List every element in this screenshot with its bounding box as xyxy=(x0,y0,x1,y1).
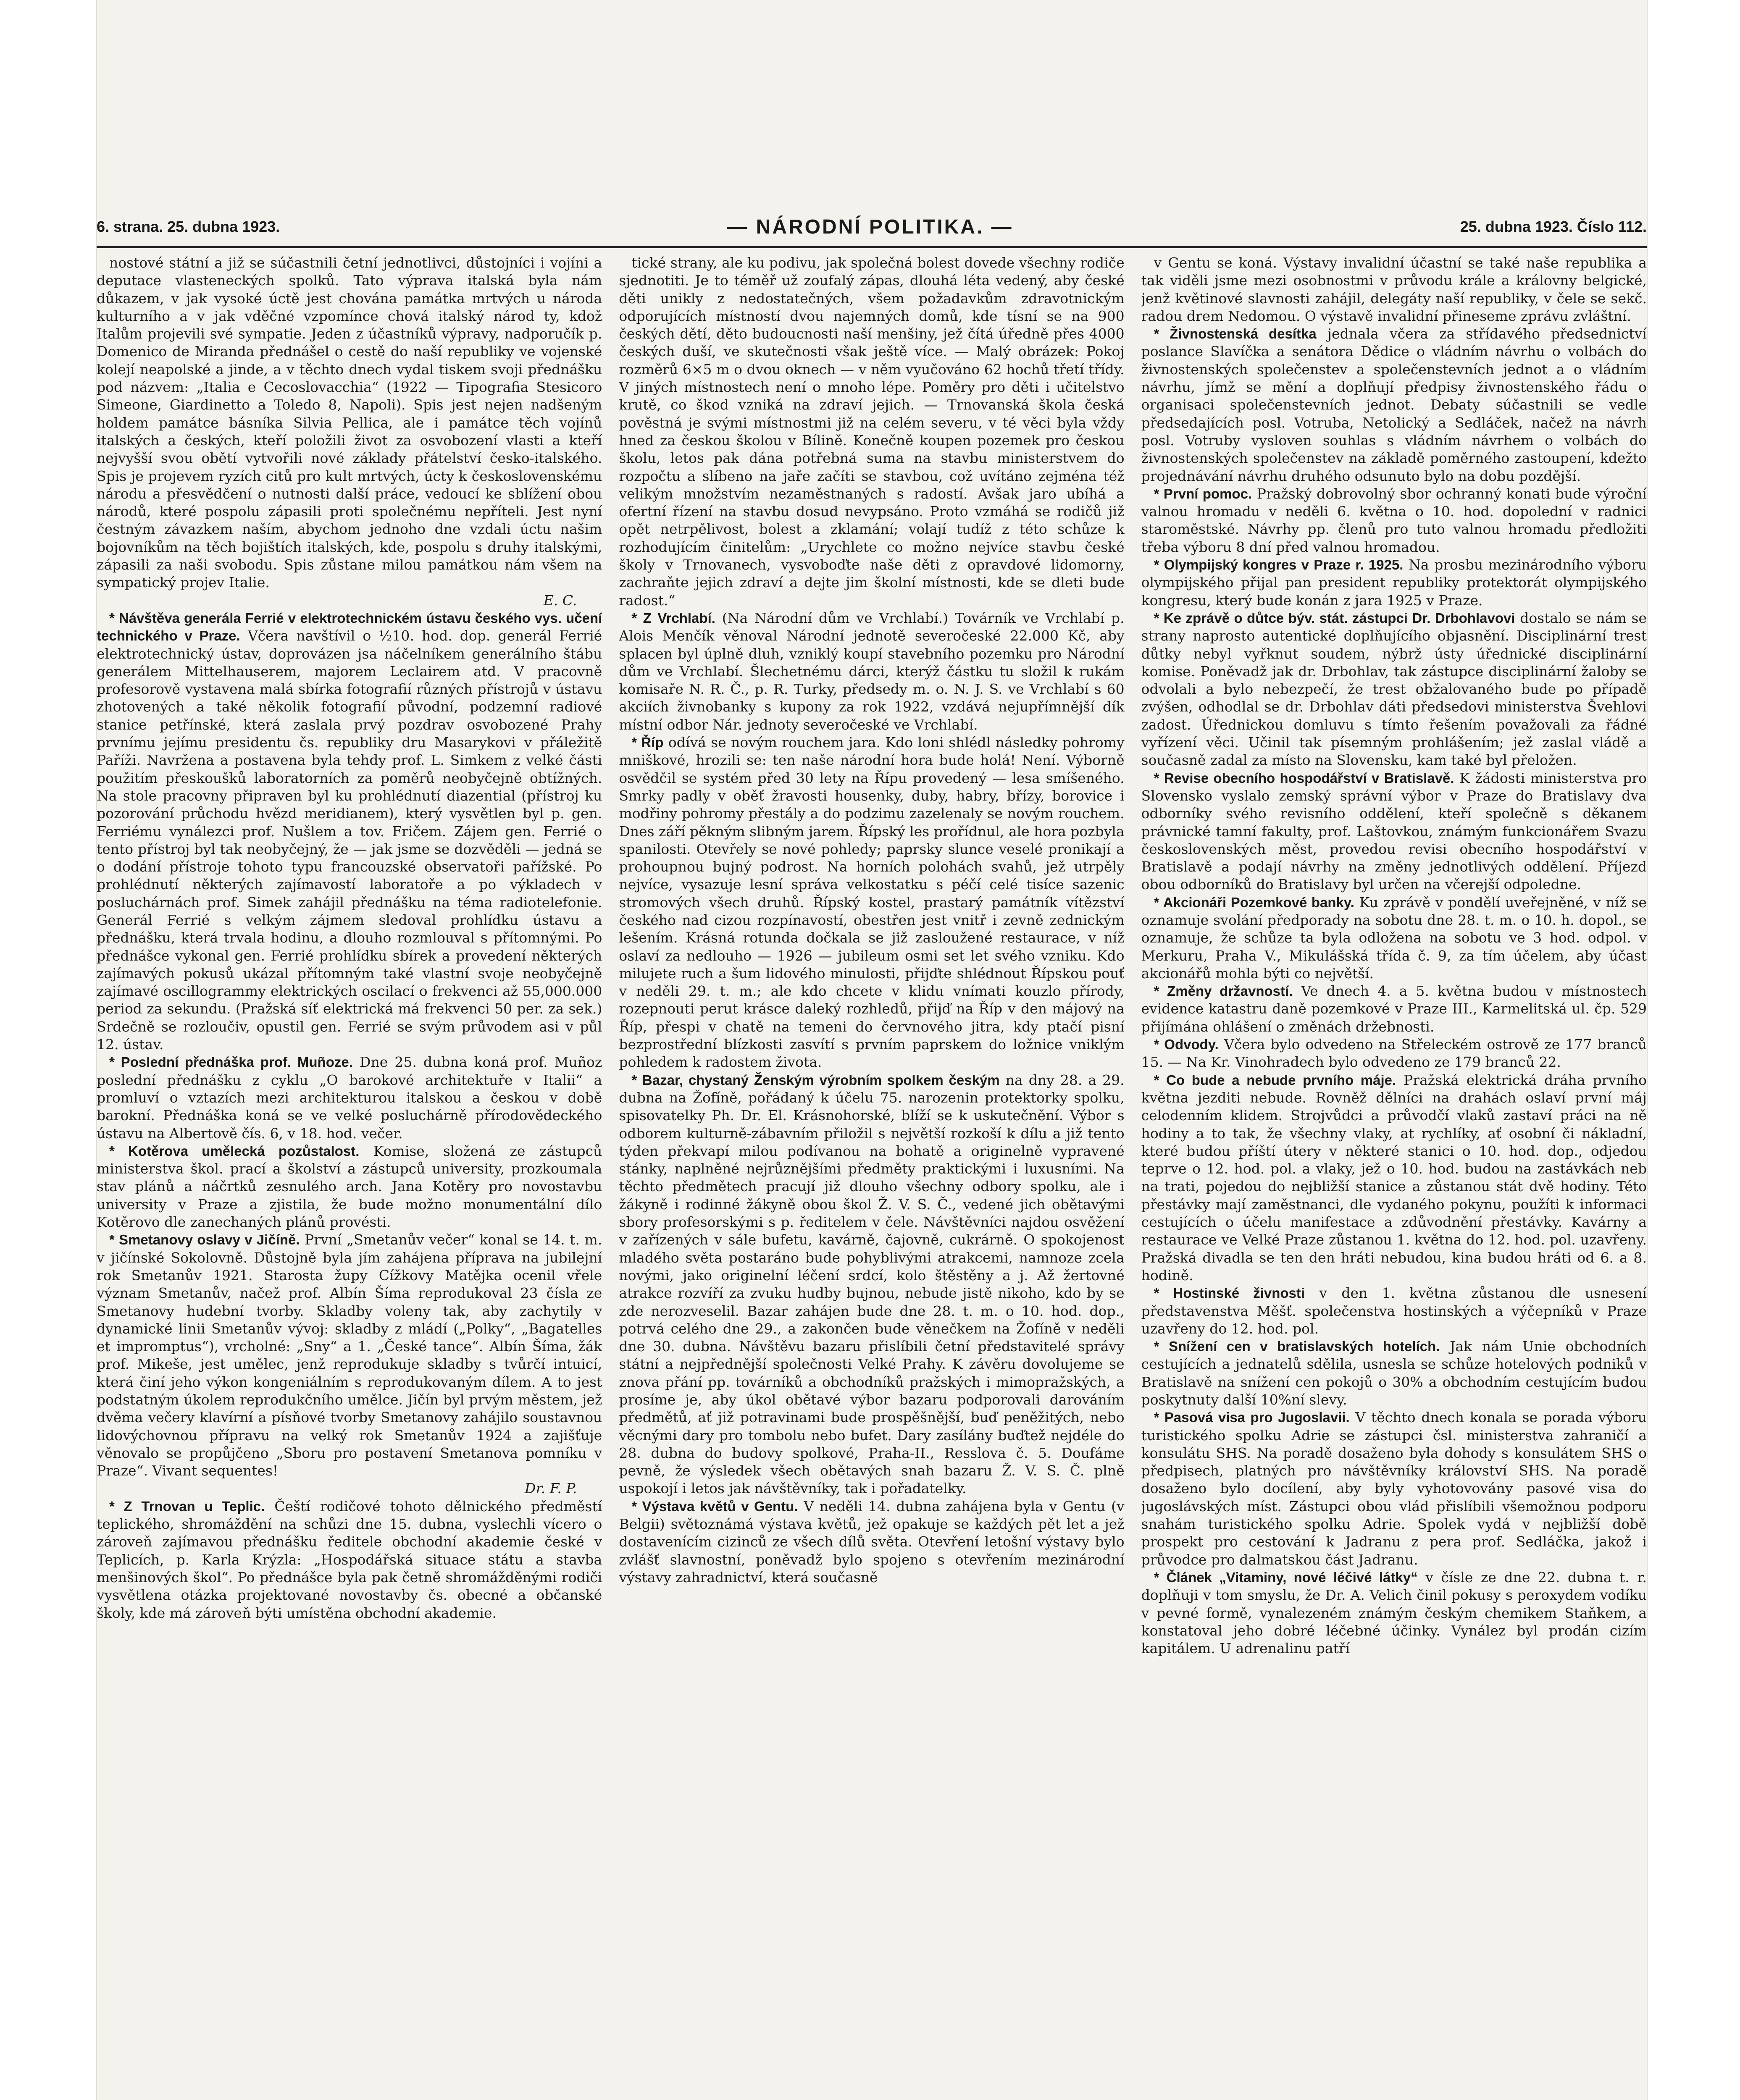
article xyxy=(1141,982,1647,1036)
article-title: * Pasová visa pro Jugoslavii. xyxy=(1154,1410,1350,1425)
article xyxy=(619,1498,1124,1586)
article-body: K žádosti ministerstva pro Slovensko vyslalo zemský správní výbor v Praze do Bratislavy dva odborníky svého revisního oddělení, kteří společně s děkanem právnické tamní fakulty, prof. Laštovkou, známým funkcionářem Svazu československých měst, provedou revisi obecního hospodářství v Bratislavě a podají návrhy na změny jednotlivých oddělení. Příjezd obou odborníků do Bratislavy byl určen na včerejší odpoledne. xyxy=(1141,769,1647,893)
article xyxy=(1141,1409,1647,1569)
article-body: dostalo se nám se strany naprosto autentické doplňujícího objasnění. Disciplinární trest důtky nebyl vyřknut soudem, nýbrž ústy úřednické disciplinární komise. Poněvadž jak dr. Drbohlav, tak zástupce disciplinární žaloby se odvolali a bylo nebezpečí, že trest obžalovaného bude po případě zvýšen, odhodlal se dr. Drbohlav dáti předsedovi ministerstva Švehlovi zadost. Úřednickou domluvu s tímto řešením považovali za řádné vyřízení věci. Učinil tak písemným prohlášením; jež zaslal vládě a současně zadal za místo na Slovensku, kam také byl přeložen. xyxy=(1141,609,1647,769)
article xyxy=(1141,485,1647,556)
article-body: Včera navštívil o ½10. hod. dop. generál Ferrié elektrotechnický ústav, doprovázen jsa náčelníkem generálního štábu generálem Mittelhauserem, majorem Leclairem atd. V pracovně profesorově vystavena malá sbírka fotografií různých přístrojů v ústavu zhotovených a také několik fotografií původní, podzemní radiové stanice petřínské, která zaslala prvý pozdrav osvobozené Prahy prvnímu jejímu presidentu čs. republiky dru Masarykovi v přáležitě Paříži. Navržena a postavena byla tehdy prof. L. Simkem z velké části použitím přeskoušků laboratorních za poměrů neobyčejně obtížných. Na stole pracovny připraven byl ku prohlédnutí diazential (přístroj ku pozorování průchodu hvězd meridianem), který vysvětlen byl p. gen. Ferriému vynálezci prof. Nušlem a tov. Fričem. Zájem gen. Ferrié o tento přístroj byl tak neobyčejný, že — jak jsme se dozvěděli — jedná se o dodání přístroje tohoto typu francouzské observatoři pařížské. Po prohlédnutí některých zajímavostí laboratoře a po výkladech v posluchárnách prof. Simek zahájil přednášku na téma radiotelefonie. Generál Ferrié s velkým zájmem sledoval prohlídku ústavu a přednášku, která trvala hodinu, a dlouho rozmlouval s přítomnými. Po přednášce vykonal gen. Ferrié prohlídku sbírek a provedení některých zajímavých pokusů ukázal přítomným také vlastní svoje neobyčejně zajímavé oscillogrammy elektrických oscilací o frekvenci až 55,000.000 period za sekundu. (Pražská síť elektrická má frekvenci 50 per. za sek.) Srdečně se rozloučiv, opustil gen. Ferrié se svým průvodem asi v půl 12. ústav. xyxy=(97,627,602,1053)
article-body: jednala včera za střídavého předsednictví poslance Slavíčka a senátora Dědice o vládním návrhu o volbách do živnostenských společenstev a společenstevních jednot a o vládním návrhu, jímž se mění a doplňují předpisy živnostenského řádu o organisaci společenstevních jednot. Debaty súčastnili se vedle předsedajících posl. Votruba, Netolický a Sedláček, načež na návrh posl. Votruby vysloven souhlas s vládním návrhem o volbách do živnostenských společenstev na základě poměrného zastoupení, kdežto projednávání návrhu druhého odsunuto bylo na dobu pozdější. xyxy=(1141,326,1647,484)
header-page-date: 6. strana. 25. dubna 1923. xyxy=(97,218,280,235)
article-title: * Bazar, chystaný Ženským výrobním spolkem českým xyxy=(631,1072,1000,1088)
article xyxy=(1141,556,1647,609)
article-title: * Akcionáři Pozemkové banky. xyxy=(1154,894,1354,910)
article xyxy=(619,734,1124,1071)
article-body: Včera bylo odvedeno na Střeleckém ostrově ze 177 branců 15. — Na Kr. Vinohradech bylo odvedeno ze 179 branců 22. xyxy=(1141,1036,1647,1071)
article xyxy=(1141,894,1647,982)
columns xyxy=(97,254,1647,2100)
article-title: * Návštěva generála Ferrié v elektrotechnickém ústavu českého vys. učení technického v Praze. xyxy=(97,610,602,644)
article-body: V těchto dnech konala se porada výboru turistického spolku Adrie se zástupci čsl. ministerstva zahraničí a konsulátu SHS. Na poradě dosaženo byla dohody s konsulátem SHS o předpisech, platných pro návštěvníky království SHS. Na poradě dosaženo bylo docílení, aby byly vyhotovovány pasové visa do jugoslávských míst. Zástupci obou vlád přislíbili všemožnou podporu snahám turistického spolku Adrie. Spolek vydá v nejbližší době prospekt pro cestování k Jadranu z pera prof. Sedláčka, jakož i průvodce pro dalmatskou část Jadranu. xyxy=(1141,1409,1647,1568)
article-title: * Z Trnovan u Teplic. xyxy=(109,1498,265,1514)
article xyxy=(1141,1071,1647,1285)
article-title: * Olympijský kongres v Praze r. 1925. xyxy=(1154,557,1404,573)
article-body: Čeští rodičové tohoto dělnického předměstí teplického, shromáždění na schůzi dne 15. dubna, vyslechli vícero o zároveň zajímavou přednášku ředitele obchodní akademie české v Teplicích, p. Karla Krýzla: „Hospodářská situace státu a stavba menšinových škol“. Po přednášce byla pak četně shromážděnými rodiči vysvětlena otázka projektované novostavby čs. obecné a občanské školy, kde má zároveň býti umístěna obchodní akademie. xyxy=(97,1498,602,1621)
article-title: * Změny državností. xyxy=(1154,983,1293,999)
article xyxy=(1141,609,1647,769)
article-title: * Kotěrova umělecká pozůstalost. xyxy=(109,1143,360,1159)
article xyxy=(97,1142,602,1231)
column-1 xyxy=(97,254,602,2100)
article xyxy=(1141,769,1647,894)
article-body: V neděli 14. dubna zahájena byla v Gentu (v Belgii) světoznámá výstava květů, jež opakuje se každých pět let a jež dostavenícím cizinců ze všech dílů světa. Otevření letošní výstavy bylo zvlášť slavnostní, poněvadž bylo spojeno s otevřením mezinárodní výstavy zahradnictví, která současně xyxy=(619,1498,1125,1586)
column-3 xyxy=(1141,254,1647,2100)
article xyxy=(1141,325,1647,485)
article-body: Dne 25. dubna koná prof. Muñoz poslední přednášku z cyklu „O barokové architektuře v Italii“ a promluví o vztazích mezi architekturou italskou a českou v době barokní. Přednáška koná se ve velké posluchárně přírodovědeckého ústavu na Albertově čís. 6, v 18. hod. večer. xyxy=(97,1054,602,1142)
article-title: * Výstava květů v Gentu. xyxy=(631,1498,798,1514)
article-title: * Hostinské živnosti xyxy=(1154,1285,1305,1301)
article-body: Jak nám Unie obchodních cestujících a jednatelů sdělila, usnesla se schůze hotelových podniků v Bratislavě na snížení cen pokojů o 30% a obchodním cestujícím budou poskytnuty další 10%ní slevy. xyxy=(1141,1338,1647,1408)
article-title: * Poslední přednáška prof. Muñoze. xyxy=(109,1054,353,1070)
article-signature: E. C. xyxy=(543,592,577,609)
article xyxy=(97,254,602,592)
article xyxy=(1141,1569,1647,1657)
article-title: * Říp xyxy=(631,735,664,751)
article xyxy=(97,1498,602,1622)
article-signature: Dr. F. P. xyxy=(524,1480,577,1497)
article-title: * Živnostenská desítka xyxy=(1154,326,1317,342)
article-body: První „Smetanův večer“ konal se 14. t. m. v jičínské Sokolovně. Důstojně byla jím zahájena příprava na jubilejní rok Smetanův 1921. Starosta župy Cížkovy Matějka ocenil vřele význam Smetanův, načež prof. Albín Šíma reprodukoval 23 čísla ze Smetanovy hudební tvorby. Skladby voleny tak, aby zachytily v dynamické linii Smetanův vývoj: skladby z mládí („Polky“, „Bagatelles et impromptus“), vrcholné: „Sny“ a 1. „České tance“. Albín Šíma, žák prof. Mikeše, jest umělec, jenž reprodukuje skladby s tvůrčí intuicí, která činí jeho výkon kongeniálním s reprodukovaným dílem. A to jest podstatným úkolem reprodukčního umělce. Jičín byl prvým městem, jež dvěma večery klavírní a písňové tvorby Smetanovy zahájilo soustavnou lidovýchovnou přípravu na velký rok Smetanův 1924 a zajišťuje věnovalo se propůjčeno „Sboru pro postavení Smetanova pomníku v Praze“. Vivant sequentes! xyxy=(97,1231,602,1479)
article-body: Ku zprávě v pondělí uveřejněné, v níž se oznamuje svolání předporady na sobotu dne 28. t. m. o 10. h. dopol., se oznamuje, že schůze ta byla odložena na sobotu ve 3 hod. odpol. v Merkuru, Praha V., Mikulášská třída č. 9, za tím účelem, aby účast akcionářů mohla býti co největší. xyxy=(1141,894,1647,982)
article-body: tické strany, ale ku podivu, jak společná bolest dovede všechny rodiče sjednotiti. Je to téměř už zoufalý zápas, dlouhá léta vedený, aby české děti unikly z nedostatečných, všem požadavkům zdravotnickým odporujících místností dvou najemných domů, kde tísní se na 900 českých dětí, děto budoucnosti naší menšiny, jež čítá úředně přes 4000 českých duší, ve skutečnosti však ještě více. — Malý obrázek: Pokoj rozměrů 6×5 m o dvou oknech — v něm vyučováno 62 hochů třetí třídy. V jiných místnostech není o mnoho lépe. Poměry pro děti i učitelstvo krutě, co škod vzniká na zdraví jejich. — Trnovanská škola česká pověstná je svými místnostmi již na celém severu, v té věci byla vždy hned za českou školou v Bílině. Konečně koupen pozemek pro českou školu, letos pak dána potřebná suma na stavbu ministerstvem do rozpočtu a slíbeno na jaře začíti se stavbou, což uvítáno zejména též velikým množstvím nezaměstnaných s radostí. Avšak jaro ubíhá a ofertní řízení na stavbu dosud nevypsáno. Proto vzmáhá se rodičů již opět netrpělivost, bolest a zklamání; volají tudíž z této schůze k rozhodujícím činitelům: „Urychlete co možno nejvíce stavbu české školy v Trnovanech, vysvoboďte naše děti z opravdové lidomorny, zachraňte jejich zdraví a dejte jim školní místnosti, kde se dleti bude radost.“ xyxy=(619,255,1125,609)
column-2 xyxy=(619,254,1124,2100)
article-body: v den 1. května zůstanou dle usnesení představenstva Měšť. společenstva hostinských a výčepníků v Praze uzavřeny do 12. hod. pol. xyxy=(1141,1285,1647,1337)
article-body: na dny 28. a 29. dubna na Žofíně, pořádaný k účelu 75. narozenin protektorky spolku, spisovatelky Ph. Dr. El. Krásnohorské, blíží se k uskutečnění. Výbor s odborem kulturně-zábavním přiložil s největší rozkoší k dílu a již tento týden překvapí milou podívanou na bohatě a originelně vypravené stánky, naplněné nejrůznějšími předměty praktickými i luxusními. Na těchto předmětech pracují již dlouho všechny odbory spolku, ale i žákyně i rodinné žákyně obou škol Ž. V. S. Č., vedené jich obětavými sbory profesorskými s p. ředitelem v čele. Návštěvníci najdou osvěžení v zařízených v sále bufetu, kavárně, čajovně, cukrárně. O spokojenost mladého světa postaráno bude pohyblivými atrakcemi, namnoze zcela novými, jako originelní léčení srdcí, kolo štěstěny a j. Až žertovné atrakce rozvíří za zvuku hudby bujnou, nebude jistě nikoho, kdo by se zde nerozveselil. Bazar zahájen bude dne 28. t. m. o 10. hod. dop., potrvá celého dne 29., a zakončen bude věnečkem na Žofíně v neděli dne 30. dubna. Návštěvu bazaru přislíbili četní představitelé správy státní a nejpřednější společnosti Velké Prahy. K závěru dovolujeme se znova přání pp. továrníků a obchodníků pražských i mimopražských, a prosíme je, aby úkol obětavé výbor bazaru podporovali darováním předmětů, ať již potravinami bude prospěšnější, buď peněžitých, nebo věcnými dary pro tombolu nebo bufet. Dary zasílány buďtež nejdéle do 28. dubna do budovy spolkové, Praha-II., Resslova č. 5. Doufáme pevně, že výsledek všech obětavých snah bazaru Ž. V. S. Č. plně uspokojí i letos jak návštěvníky, tak i pořadatelky. xyxy=(619,1071,1125,1497)
article-body: Pražský dobrovolný sbor ochranný konati bude výroční valnou hromadu v neděli 6. května o 10. hod. dopolední v radnici staroměstské. Návrhy pp. členů pro tuto valnou hromadu předložiti třeba výboru 8 dní před valnou hromadou. xyxy=(1141,485,1647,555)
article-title: * Co bude a nebude prvního máje. xyxy=(1154,1072,1396,1088)
article xyxy=(97,1231,602,1480)
article xyxy=(97,609,602,1053)
article-body: (Na Národní dům ve Vrchlabí.) Továrník ve Vrchlabí p. Alois Menčík věnoval Národní jednotě severočeské 22.000 Kč, aby splacen byl úplně dluh, vzniklý koupí stavebního pozemku pro Národní dům ve Vrchlabí. Šlechetnému dárci, kterýž částku tu složil k rukám komisaře N. R. Č., p. R. Turky, předsedy m. o. N. J. S. ve Vrchlabí s 60 akciích živnobanky s kupony za rok 1922, vzdává nejupřímnější dík místní odbor Nár. jednoty severočeské ve Vrchlabí. xyxy=(619,609,1125,733)
article-body: Na prosbu mezinárodního výboru olympijského přijal pan president republiky protektorát olympijského kongresu, který bude konán z jara 1925 v Praze. xyxy=(1141,556,1647,609)
article-title: * Ke zprávě o důtce býv. stát. zástupci Dr. Drbohlavovi xyxy=(1154,610,1515,626)
article-body: Ve dnech 4. a 5. května budou v místnostech evidence katastru daně pozemkové v Praze III., Karmelitská ul. čp. 529 přijímána ohlášení o změnách držebnosti. xyxy=(1141,983,1647,1035)
article xyxy=(1141,254,1647,325)
article xyxy=(97,1053,602,1142)
article-title: * První pomoc. xyxy=(1154,486,1252,501)
article-title: * Snížení cen v bratislavských hotelích. xyxy=(1154,1339,1440,1354)
masthead xyxy=(97,212,1647,242)
article-title: * Smetanovy oslavy v Jičíně. xyxy=(109,1232,300,1248)
newspaper-title: — NÁRODNÍ POLITIKA. — xyxy=(727,215,1013,238)
article-body: Pražská elektrická dráha prvního května jezditi nebude. Rovněž dělníci na drahách oslaví první máj celodenním klidem. Strojvůdci a průvodčí vlaků zastaví práci na ně hodiny a to tak, že všechny vlaky, at rychlíky, ať osobní či nákladní, které budou příští útery v některé stanici o 10. hod. dop., odjedou teprve o 12. hod. pol. a vlaky, jež o 10. hod. budou na zastávkách neb na trati, pojedou do nejbližší stanice a zůstanou stát dvě hodiny. Této přestávky mají zaměstnanci, dle vydaného pokynu, použíti k informaci cestujících o účelu manifestace a zdůvodnění přestávky. Kavárny a restaurace ve Velké Praze zůstanou 1. května do 12. hod. pol. uzavřeny. Pražská divadla se ten den hráti nebudou, kina budou hráti od 6. a 8. hodině. xyxy=(1141,1071,1647,1284)
article xyxy=(1141,1284,1647,1338)
article xyxy=(619,1071,1124,1498)
article-title: * Z Vrchlabí. xyxy=(631,610,715,626)
article xyxy=(619,254,1124,609)
article xyxy=(619,609,1124,734)
article-body: v čísle ze dne 22. dubna t. r. doplňuji v tom smyslu, že Dr. A. Velich činil pokusy s peroxydem vodíku v pevné formě, vynalezeném známým českým chemikem Staňkem, a konstatoval jeho dobré léčebné účinky. Vynález byl prodán cizím kapitálem. U adrenalinu patří xyxy=(1141,1569,1647,1657)
article-title: * Článek „Vitaminy, nové léčivé látky“ xyxy=(1154,1569,1418,1585)
article-title: * Revise obecního hospodářství v Bratislavě. xyxy=(1154,770,1454,786)
header-rule xyxy=(97,246,1647,248)
article-body: odívá se novým rouchem jara. Kdo loni shlédl následky pohromy mniškové, hrozili se: ten naše národní hora bude holá! Není. Výborně osvědčil se systém před 30 lety na Řípu provedený — lesa smíšeného. Smrky padly v oběť žravosti housenky, duby, habry, břízy, borovice i modřiny pohromy přestály a do podzimu zazelenaly se novým rouchem. Dnes září pěkným slibným jarem. Řípský les prořídnul, ale hora pozbyla spanilosti. Otevřely se nové pohledy; paprsky slunce veselé pronikají a prohoupnou bujný podrost. Na horních polohách svahů, jež utrpěly nejvíce, vysazuje lesní správa velkostatku s péčí celé tisíce sazenic stromových všech druhů. Řípský kostel, prastarý památník vítězství českého nad cizou rozpínavostí, obestřen jest vnitř i zevně zednickým lešením. Krásná rotunda dočkala se již zasloužené restaurace, v níž oslaví za nedlouho — 1926 — jubileum osmi set let svého vzniku. Kdo milujete ruch a šum lidového minulosti, přijďte shlédnout Řípskou pouť v neděli 29. t. m.; ale kdo chcete v klidu vnímati kouzlo přírody, rozepnouti perut krásce daleký rozhledů, přijď na Říp v den májový na Říp, přespi v chatě na temeni do červnového jitra, kdy ptačí pisní bezprostřední blízkosti zasvítí s prvním paprskem do ložnice vniklým pohledem k radostem života. xyxy=(619,734,1125,1071)
article xyxy=(1141,1338,1647,1409)
newspaper-page xyxy=(97,0,1647,2100)
article-body: v Gentu se koná. Výstavy invalidní účastní se také naše republika a tak viděli jsme mezi osobnostmi v průvodu krále a královny belgické, jenž květinové slavnosti zahájil, delegáty naší republiky, v čele se sekč. radou drem Nedomou. O výstavě invalidní přineseme zprávu zvláštní. xyxy=(1141,255,1647,324)
article-body: nostové státní a již se súčastnili četní jednotlivci, důstojníci i vojíni a deputace vlasteneckých spolků. Tato výprava italská byla nám důkazem, v jak vysoké úctě jest chována památka mrtvých u národa kulturního a v jak vděčné vzpomínce chová italský národ ty, kdož Italům projevili své sympatie. Jeden z účastníků výpravy, nadporučík p. Domenico de Miranda přednášel o cestě do naší republiky ve vojenské kolejí neapolské a jinde, a v těchto dnech vydal tiskem svoji přednášku pod názvem: „Italia e Cecoslovacchia“ (1922 — Tipografia Stesicoro Simeone, Giardinetto a Toledo 8, Napoli). Spis jest nejen nadšeným holdem památce básníka Silvia Pellica, ale i památce těch vojínů italských a českých, kteří položili život za osvobození vlasti a kteří nejvyšší svou obětí vytvořili nové základy přátelství česko-italského. Spis je projevem ryzích citů pro kult mrtvých, úcty k československému národu a přesvědčení o nutnosti další práce, vedoucí ke sblížení obou národů, které pospolu zápasili proti společnému nepříteli. Jest nyní čestným závazkem naším, abychom jednoho dne vzdali úctu našim bojovníkům na těch bojištích italských, kde, pospolu s druhy italskými, zápasili za naši svobodu. Spis zůstane milou památkou nám všem na sympatický projev Italie. xyxy=(97,255,602,591)
article-title: * Odvody. xyxy=(1154,1037,1219,1053)
article-body: Komise, složená ze zástupců ministerstva škol. prací a školství a zástupců university, prozkoumala stav plánů a náčrtků zesnulého arch. Jana Kotěry pro novostavbu university v Praze a zjistila, že bude možno monumentální dílo Kotěrovo dle zanechaných plánů provésti. xyxy=(97,1142,602,1231)
header-date-issue: 25. dubna 1923. Číslo 112. xyxy=(1460,218,1647,235)
article xyxy=(1141,1036,1647,1071)
